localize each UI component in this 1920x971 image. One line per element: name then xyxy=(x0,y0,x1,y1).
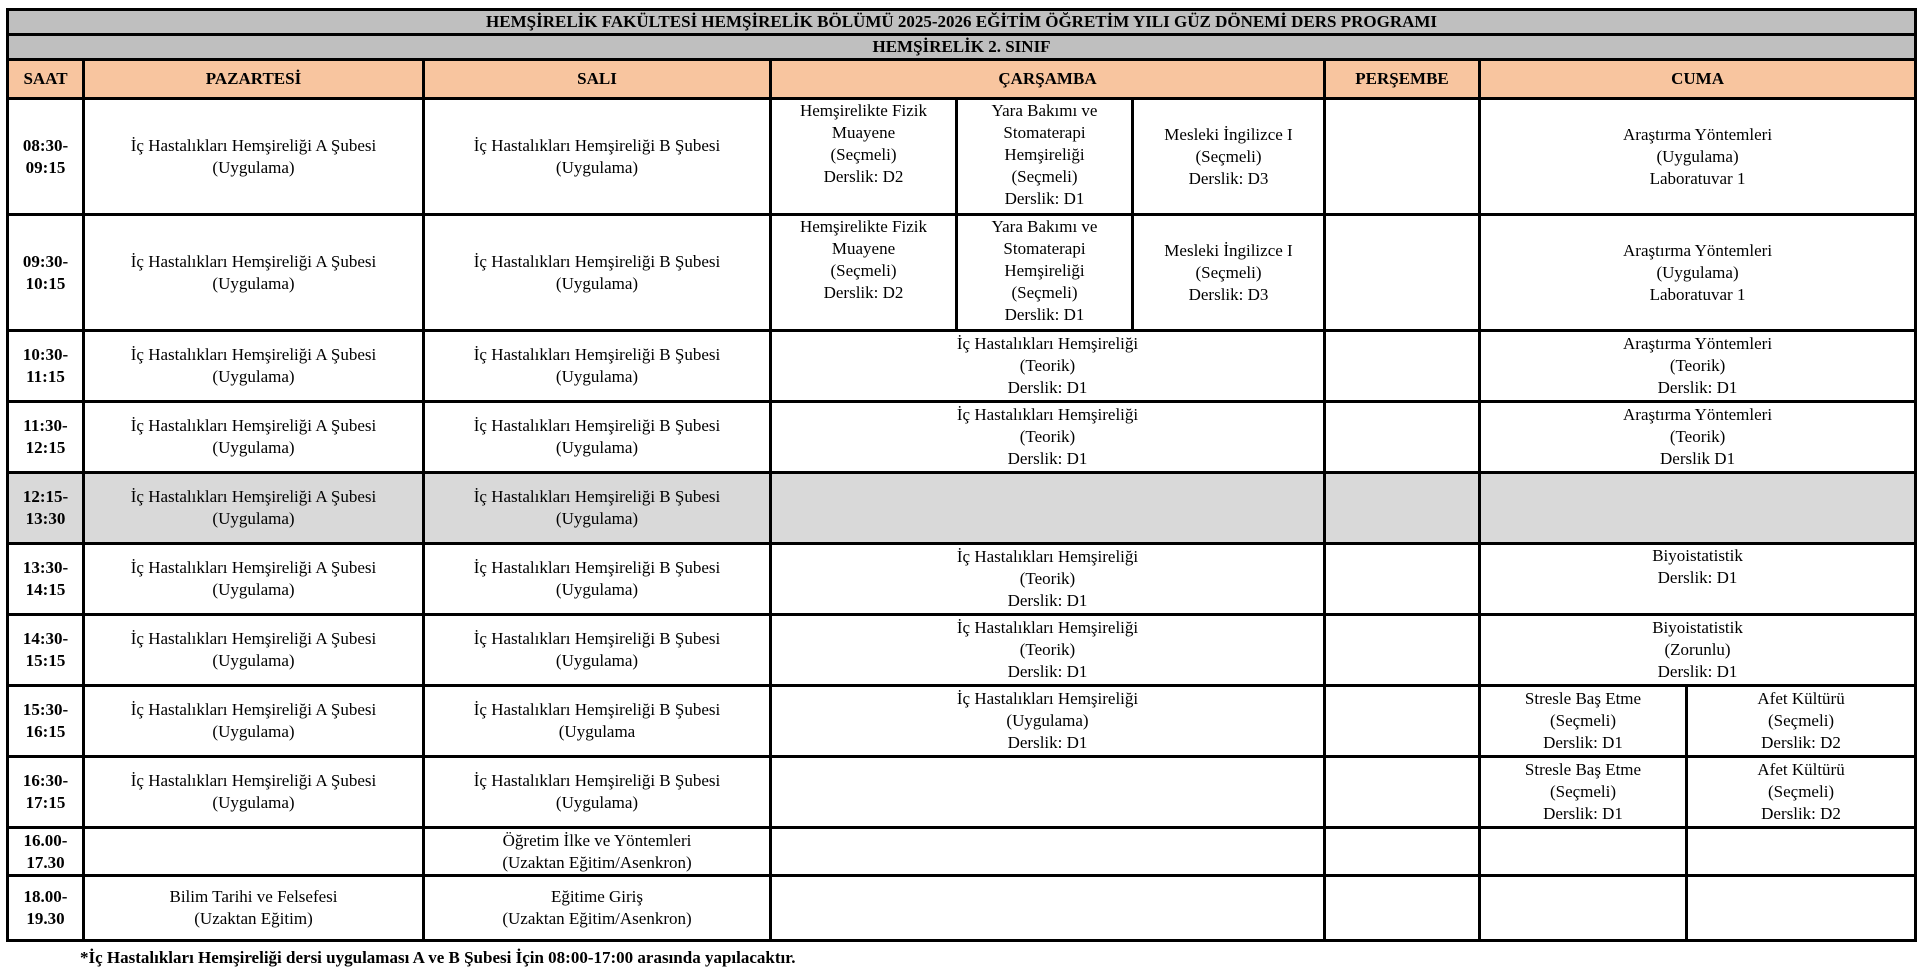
friday-cell xyxy=(1480,473,1916,544)
monday-cell: Bilim Tarihi ve Felsefesi (Uzaktan Eğitim) xyxy=(84,876,424,941)
thursday-cell xyxy=(1325,828,1480,876)
friday-cell: Araştırma Yöntemleri (Uygulama) Laboratuvar 1 xyxy=(1480,215,1916,331)
thursday-cell xyxy=(1325,215,1480,331)
tuesday-cell: İç Hastalıkları Hemşireliği B Şubesi (Uygulama xyxy=(424,686,771,757)
time-cell: 16:30- 17:15 xyxy=(8,757,84,828)
friday-cell: Araştırma Yöntemleri (Teorik) Derslik: D1 xyxy=(1480,331,1916,402)
time-cell: 13:30- 14:15 xyxy=(8,544,84,615)
time-cell: 09:30- 10:15 xyxy=(8,215,84,331)
wednesday-cell xyxy=(771,757,1325,828)
monday-cell: İç Hastalıkları Hemşireliği A Şubesi (Uygulama) xyxy=(84,686,424,757)
tuesday-cell: İç Hastalıkları Hemşireliği B Şubesi (Uygulama) xyxy=(424,615,771,686)
wednesday-cell: İç Hastalıkları Hemşireliği (Teorik) Derslik: D1 xyxy=(771,402,1325,473)
thursday-cell xyxy=(1325,402,1480,473)
tuesday-cell: İç Hastalıkları Hemşireliği B Şubesi (Uygulama) xyxy=(424,757,771,828)
header-thursday: PERŞEMBE xyxy=(1325,60,1480,99)
tuesday-cell: İç Hastalıkları Hemşireliği B Şubesi (Uygulama) xyxy=(424,544,771,615)
friday-elective-b-cell: Afet Kültürü (Seçmeli) Derslik: D2 xyxy=(1687,686,1916,757)
header-wednesday: ÇARŞAMBA xyxy=(771,60,1325,99)
monday-cell: İç Hastalıkları Hemşireliği A Şubesi (Uygulama) xyxy=(84,757,424,828)
friday-cell: Araştırma Yöntemleri (Uygulama) Laboratuvar 1 xyxy=(1480,99,1916,215)
time-cell: 15:30- 16:15 xyxy=(8,686,84,757)
friday-cell: Biyoistatistik (Zorunlu) Derslik: D1 xyxy=(1480,615,1916,686)
wednesday-elective-a-cell: Hemşirelikte Fizik Muayene (Seçmeli) Derslik: D2 xyxy=(771,215,957,331)
wednesday-cell: İç Hastalıkları Hemşireliği (Teorik) Derslik: D1 xyxy=(771,615,1325,686)
table-row xyxy=(8,876,1916,941)
table-row xyxy=(8,215,1916,331)
wednesday-elective-b-cell: Yara Bakımı ve Stomaterapi Hemşireliği (Seçmeli) Derslik: D1 xyxy=(957,99,1133,215)
monday-cell: İç Hastalıkları Hemşireliği A Şubesi (Uygulama) xyxy=(84,331,424,402)
thursday-cell xyxy=(1325,757,1480,828)
monday-cell xyxy=(84,828,424,876)
schedule-document xyxy=(6,8,1914,942)
friday-cell: Biyoistatistik Derslik: D1 xyxy=(1480,544,1916,615)
friday-elective-b-cell xyxy=(1687,876,1916,941)
tuesday-cell: İç Hastalıkları Hemşireliği B Şubesi (Uygulama) xyxy=(424,215,771,331)
friday-elective-a-cell xyxy=(1480,876,1687,941)
table-row xyxy=(8,99,1916,215)
time-cell: 12:15- 13:30 xyxy=(8,473,84,544)
thursday-cell xyxy=(1325,99,1480,215)
table-row xyxy=(8,615,1916,686)
monday-cell: İç Hastalıkları Hemşireliği A Şubesi (Uygulama) xyxy=(84,544,424,615)
wednesday-cell xyxy=(771,876,1325,941)
friday-elective-a-cell xyxy=(1480,828,1687,876)
table-row xyxy=(8,473,1916,544)
header-friday: CUMA xyxy=(1480,60,1916,99)
tuesday-cell: Öğretim İlke ve Yöntemleri (Uzaktan Eğitim/Asenkron) xyxy=(424,828,771,876)
wednesday-cell: İç Hastalıkları Hemşireliği (Teorik) Derslik: D1 xyxy=(771,331,1325,402)
time-cell: 10:30- 11:15 xyxy=(8,331,84,402)
thursday-cell xyxy=(1325,544,1480,615)
wednesday-cell xyxy=(771,473,1325,544)
thursday-cell xyxy=(1325,876,1480,941)
tuesday-cell: İç Hastalıkları Hemşireliği B Şubesi (Uygulama) xyxy=(424,99,771,215)
header-monday: PAZARTESİ xyxy=(84,60,424,99)
tuesday-cell: İç Hastalıkları Hemşireliği B Şubesi (Uygulama) xyxy=(424,473,771,544)
friday-elective-a-cell: Stresle Baş Etme (Seçmeli) Derslik: D1 xyxy=(1480,757,1687,828)
table-row xyxy=(8,757,1916,828)
friday-elective-b-cell xyxy=(1687,828,1916,876)
footnote: *İç Hastalıkları Hemşireliği dersi uygulaması A ve B Şubesi İçin 08:00-17:00 arasında yapılacaktır. xyxy=(80,948,796,967)
schedule-table xyxy=(6,8,1917,942)
wednesday-cell: İç Hastalıkları Hemşireliği (Uygulama) Derslik: D1 xyxy=(771,686,1325,757)
time-cell: 14:30- 15:15 xyxy=(8,615,84,686)
monday-cell: İç Hastalıkları Hemşireliği A Şubesi (Uygulama) xyxy=(84,99,424,215)
tuesday-cell: İç Hastalıkları Hemşireliği B Şubesi (Uygulama) xyxy=(424,402,771,473)
time-cell: 16.00- 17.30 xyxy=(8,828,84,876)
friday-cell: Araştırma Yöntemleri (Teorik) Derslik D1 xyxy=(1480,402,1916,473)
wednesday-cell: İç Hastalıkları Hemşireliği (Teorik) Derslik: D1 xyxy=(771,544,1325,615)
tuesday-cell: İç Hastalıkları Hemşireliği B Şubesi (Uygulama) xyxy=(424,331,771,402)
table-row xyxy=(8,402,1916,473)
friday-elective-b-cell: Afet Kültürü (Seçmeli) Derslik: D2 xyxy=(1687,757,1916,828)
day-header-row xyxy=(8,60,1916,99)
monday-cell: İç Hastalıkları Hemşireliği A Şubesi (Uygulama) xyxy=(84,215,424,331)
monday-cell: İç Hastalıkları Hemşireliği A Şubesi (Uygulama) xyxy=(84,402,424,473)
time-cell: 11:30- 12:15 xyxy=(8,402,84,473)
tuesday-cell: Eğitime Giriş (Uzaktan Eğitim/Asenkron) xyxy=(424,876,771,941)
monday-cell: İç Hastalıkları Hemşireliği A Şubesi (Uygulama) xyxy=(84,473,424,544)
thursday-cell xyxy=(1325,331,1480,402)
time-cell: 18.00- 19.30 xyxy=(8,876,84,941)
page-title: HEMŞİRELİK FAKÜLTESİ HEMŞİRELİK BÖLÜMÜ 2025-2026 EĞİTİM ÖĞRETİM YILI GÜZ DÖNEMİ DERS PROGRAMI xyxy=(8,10,1916,35)
thursday-cell xyxy=(1325,615,1480,686)
header-time: SAAT xyxy=(8,60,84,99)
table-row xyxy=(8,544,1916,615)
header-tuesday: SALI xyxy=(424,60,771,99)
table-row xyxy=(8,686,1916,757)
thursday-cell xyxy=(1325,686,1480,757)
monday-cell: İç Hastalıkları Hemşireliği A Şubesi (Uygulama) xyxy=(84,615,424,686)
wednesday-elective-b-cell: Yara Bakımı ve Stomaterapi Hemşireliği (Seçmeli) Derslik: D1 xyxy=(957,215,1133,331)
wednesday-cell xyxy=(771,828,1325,876)
class-subtitle: HEMŞİRELİK 2. SINIF xyxy=(8,35,1916,60)
time-cell: 08:30- 09:15 xyxy=(8,99,84,215)
table-row xyxy=(8,331,1916,402)
friday-elective-a-cell: Stresle Baş Etme (Seçmeli) Derslik: D1 xyxy=(1480,686,1687,757)
wednesday-elective-c-cell: Mesleki İngilizce I (Seçmeli) Derslik: D3 xyxy=(1133,215,1325,331)
thursday-cell xyxy=(1325,473,1480,544)
table-row xyxy=(8,828,1916,876)
wednesday-elective-c-cell: Mesleki İngilizce I (Seçmeli) Derslik: D3 xyxy=(1133,99,1325,215)
wednesday-elective-a-cell: Hemşirelikte Fizik Muayene (Seçmeli) Derslik: D2 xyxy=(771,99,957,215)
